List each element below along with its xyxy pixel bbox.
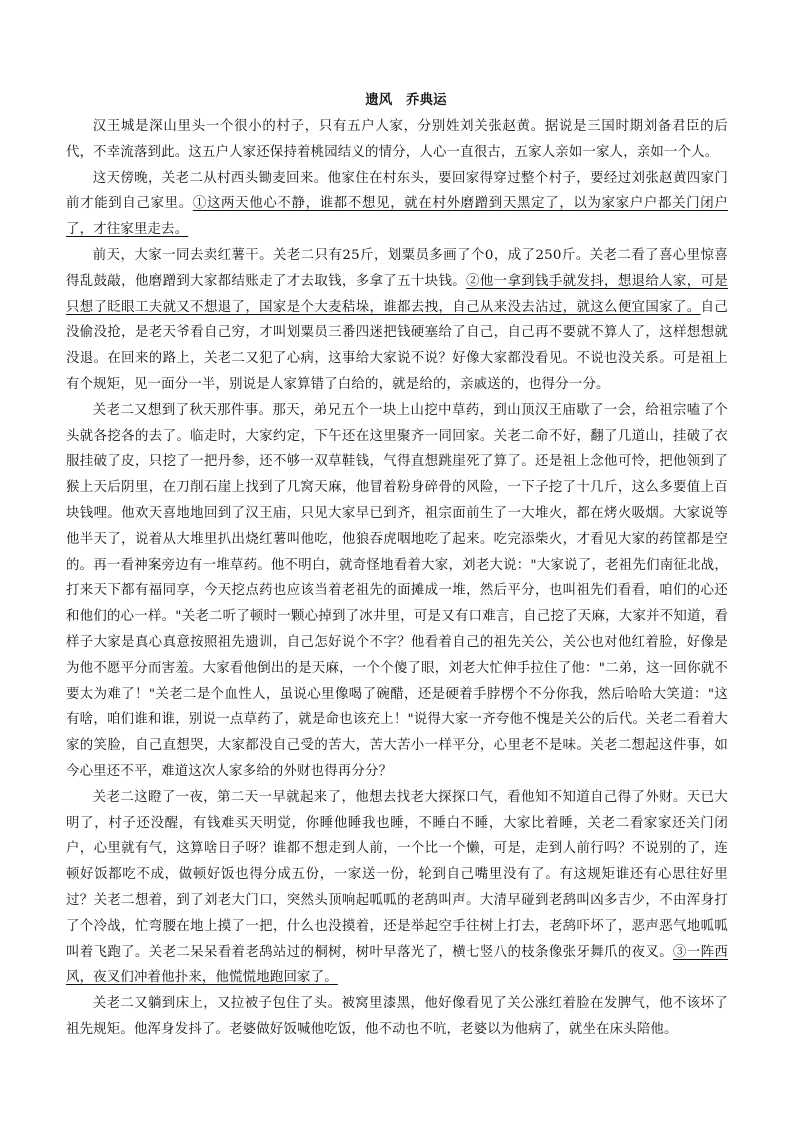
underlined-sentence-1: ①这两天他心不静，谁都不想见，就在村外磨蹭到天黑定了，以为家家户户都关门闭户了，才往家里走去。 [66,196,728,238]
document-title: 遗风 乔典运 [365,92,447,108]
paragraph-6 [66,991,728,1043]
paragraph-text: 关老二又躺到床上，又拉被子包住了头。被窝里漆黑，他好像看见了关公涨红着脸在发脾气，他不该坏了祖先规矩。他浑身发抖了。老婆做好饭喊他吃饭，他不动也不吭，老婆以为他病了，就坐在床头陪他。 [66,996,728,1037]
paragraph-1 [66,114,728,166]
paragraph-text: 关老二又想到了秋天那件事。那天，弟兄五个一块上山挖中草药，到山顶汉王庙歇了一会，给祖宗嗑了个头就各挖各的去了。临走时，大家约定，下午还在这里聚齐一同回家。关老二命不好，翻了几道山，挂破了衣服挂破了皮，只挖了一把丹参，还不够一双草鞋钱，气得直想跳崖死了算了。还是祖上念他可怜，把他领到了猴上天后阴里，在刀削石崖上找到了几窝天麻，他冒着粉身碎骨的风险，一下子挖了十几斤，这么多要值上百块钱哩。他欢天喜地地回到了汉王庙，只见大家早已到齐，祖宗面前生了一大堆火，都在烤火吸烟。大家说等他半天了，说着从大堆里扒出烧红薯叫他吃，他狼吞虎咽地吃了起来。吃完添柴火，才看见大家的药筐都是空的。再一看神案旁边有一堆草药。他不明白，就奇怪地看着大家，刘老大说："大家说了，老祖先们南征北战，打来天下都有福同享，今天挖点药也应该当着老祖先的面摊成一堆，然后平分，也叫祖先们看看，咱们的心还和他们的心一样。"关老二听了顿时一颗心掉到了冰井里，可是又有口难言，自己挖了天麻，大家并不知道，看样子大家是真心真意按照祖先遗训，自己怎好说个不字？他看着自己的祖先关公，关公也对他红着脸，好像是为他不愿平分而害羞。大家看他倒出的是天麻，一个个傻了眼，刘老大忙伸手拉住了他："二弟，这一回你就不要太为难了！"关老二是个血性人，虽说心里像喝了碗醋，还是硬着手脖楞个不分你我，然后哈哈大笑道："这有啥，咱们谁和谁，别说一点草药了，就是命也该充上！"说得大家一齐夸他不愧是关公的后代。关老二看着大家的笑脸，自己直想哭，大家都没自己受的苦大，苦大苦小一样平分，心里老不是味。关老二想起这件事，如今心里还不平，难道这次人家多给的外财也得再分分？ [66,402,728,779]
paragraph-text: 汉王城是深山里头一个很小的村子，只有五户人家，分别姓刘关张赵黄。据说是三国时期刘备君臣的后代，不幸流落到此。这五户人家还保持着桃园结义的情分，人心一直很古，五家人亲如一家人，亲如一个人。 [66,119,728,160]
underlined-sentence-3: ③一阵西风，夜叉们冲着他扑来，他慌慌地跑回家了。 [66,944,728,986]
paragraph-3 [66,243,728,398]
document-page [66,88,728,1043]
paragraph-4 [66,398,728,785]
paragraph-text: 前天，大家一同去卖红薯干。关老二只有25斤，划粟员多画了个0，成了250斤。关老二看了喜心里惊喜得乱鼓敲，他磨蹭到大家都结账走了才去取钱，多拿了五十块钱。 [66,247,728,289]
paragraph-text: 关老二这瞪了一夜，第二天一早就起来了，他想去找老大探探口气，看他知不知道自己得了外财。天已大明了，村子还没醒，有钱难买天明觉，你睡他睡我也睡，不睡白不睡，大家比着睡，关老二看家家还关门闭户，心里就有气，这算啥日子呀？谁都不想走到人前，一个比一个懒，可是，走到人前行吗？不说别的了，连顿好饭都吃不成，做顿好饭也得分成五份，一家送一份，轮到自己嘴里没有了。有这规矩谁还有心思往好里过？关老二想着，到了刘老大门口，突然头顶响起呱呱的老鸹叫声。大清早碰到老鸹叫凶多吉少，不由浑身打了个冷战，忙弯腰在地上摸了一把，什么也没摸着，还是举起空手往树上打去，老鸹吓坏了，恶声恶气地呱呱叫着飞跑了。关老二呆呆看着老鸹站过的桐树，树叶早落光了，横七竖八的枝条像张牙舞爪的夜叉。 [66,789,728,960]
paragraph-5 [66,785,728,991]
paragraph-2 [66,166,728,243]
paragraph-text: 这天傍晚，关老二从村西头锄麦回来。他家住在村东头，要回家得穿过整个村子，要经过刘张赵黄四家门前才能到自己家里。 [66,170,728,212]
paragraph-text: 自己没偷没抢，是老天爷看自己穷，才叫划粟员三番四迷把钱硬塞给了自己，自己再不要就不算人了，这样想想就没退。在回来的路上，关老二又犯了心病，这事给大家说不说？好像大家都没看见。不说也没关系。可是祖上有个规矩，见一面分一半，别说是人家算错了白给的，就是给的，亲戚送的，也得分一分。 [66,299,728,392]
underlined-sentence-2: ②他一拿到钱手就发抖，想退给人家，可是只想了眨眼工夫就又不想退了，国家是个大麦秸垛，谁都去拽，自己从来没去沾过，就这么便宜国家了。 [66,273,728,315]
